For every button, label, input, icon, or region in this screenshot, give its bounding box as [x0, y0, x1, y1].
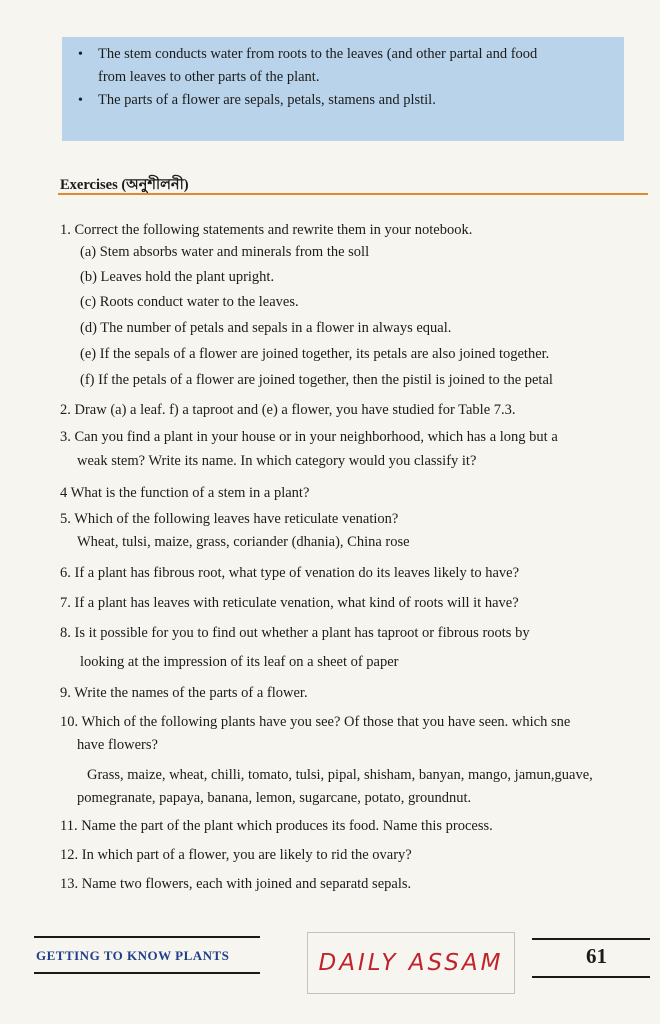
question-13: 13. Name two flowers, each with joined and separatd sepals.: [60, 876, 412, 892]
question-10-plants-line-1: Grass, maize, wheat, chilli, tomato, tulsi, pipal, shisham, banyan, mango, jamun,guave,: [87, 767, 593, 783]
question-1b: (b) Leaves hold the plant upright.: [80, 269, 275, 285]
question-1c: (c) Roots conduct water to the leaves.: [80, 294, 299, 310]
question-12: 12. In which part of a flower, you are likely to rid the ovary?: [60, 847, 412, 863]
summary-box: [62, 37, 624, 141]
question-3-line-2: weak stem? Write its name. In which category would you classify it?: [77, 453, 477, 469]
question-1: 1. Correct the following statements and rewrite them in your notebook.: [60, 222, 473, 238]
footer-rule-top: [34, 936, 260, 938]
page-number-rule-bottom: [532, 976, 650, 978]
question-2: 2. Draw (a) a leaf. f) a taproot and (e) a flower, you have studied for Table 7.3.: [60, 402, 516, 418]
question-10-line-2: have flowers?: [77, 737, 158, 753]
summary-bullet-1-cont: from leaves to other parts of the plant.: [98, 69, 320, 85]
question-4: 4 What is the function of a stem in a plant?: [60, 485, 310, 501]
summary-list: [78, 43, 614, 112]
question-1d: (d) The number of petals and sepals in a flower in always equal.: [80, 320, 452, 336]
exercises-heading: Exercises (অনুশীলনী): [60, 177, 189, 193]
question-7: 7. If a plant has leaves with reticulate venation, what kind of roots will it have?: [60, 595, 519, 611]
question-3-line-1: 3. Can you find a plant in your house or in your neighborhood, which has a long but a: [60, 429, 558, 445]
question-1f: (f) If the petals of a flower are joined together, then the pistil is joined to the petal: [80, 372, 553, 388]
question-10-line-1: 10. Which of the following plants have you see? Of those that you have seen. which sne: [60, 714, 571, 730]
summary-bullet-1: • The stem conducts water from roots to the leaves (and other partal and food: [78, 43, 614, 66]
question-8-line-1: 8. Is it possible for you to find out whether a plant has taproot or fibrous roots by: [60, 625, 530, 641]
question-10-plants-line-2: pomegranate, papaya, banana, lemon, sugarcane, potato, groundnut.: [77, 790, 472, 806]
question-9: 9. Write the names of the parts of a flower.: [60, 685, 308, 701]
question-1e: (e) If the sepals of a flower are joined together, its petals are also joined together.: [80, 346, 550, 362]
summary-bullet-2: • The parts of a flower are sepals, petals, stamens and plstil.: [78, 89, 614, 112]
question-1a: (a) Stem absorbs water and minerals from the soll: [80, 244, 370, 260]
page-number-rule-top: [532, 938, 650, 940]
question-5-options: Wheat, tulsi, maize, grass, coriander (dhania), China rose: [77, 534, 410, 550]
question-5: 5. Which of the following leaves have reticulate venation?: [60, 511, 399, 527]
footer-rule-bottom: [34, 972, 260, 974]
question-8-line-2: looking at the impression of its leaf on a sheet of paper: [80, 654, 399, 670]
watermark-stamp: DAILY ASSAM: [307, 932, 515, 994]
exercises-heading-rule: [58, 193, 648, 195]
question-6: 6. If a plant has fibrous root, what type of venation do its leaves likely to have?: [60, 565, 520, 581]
page-number: 61: [586, 944, 607, 968]
footer-chapter-title: GETTING TO KNOW PLANTS: [36, 948, 230, 963]
question-11: 11. Name the part of the plant which produces its food. Name this process.: [60, 818, 493, 834]
